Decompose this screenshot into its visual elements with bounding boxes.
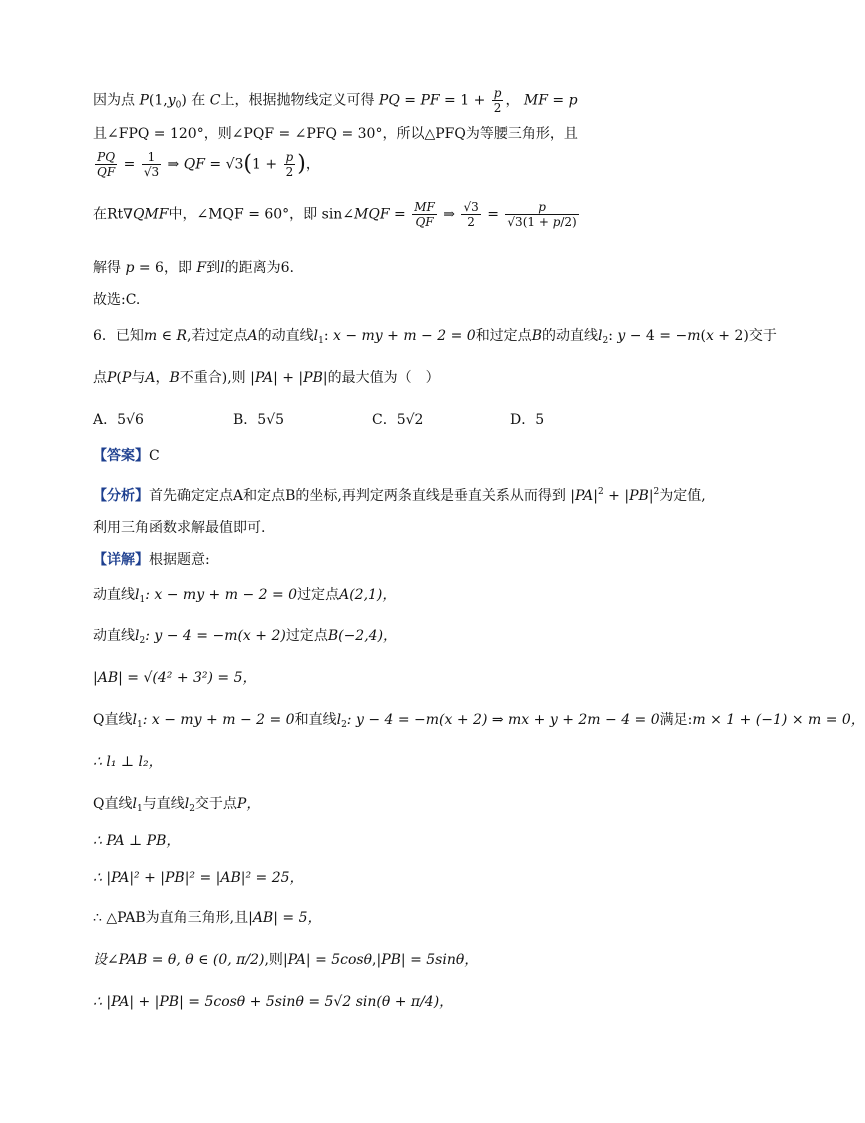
text: 动直线: [93, 587, 135, 603]
text-line: [93, 124, 578, 144]
text: ∴ PA ⊥ PB，: [93, 833, 181, 849]
solution-step: [93, 831, 180, 851]
analysis-tag: 【分析】: [93, 488, 149, 504]
solution-step: Q直线$l_1$: x − my + m − 2 = 0和直线$l_2$: y − 4 = −m(x + 2) ⇒ mx + y + 2m − 4 = 0满足:m × 1 + (−1) × m = 0，: [93, 712, 865, 730]
text: 设∠PAB = θ, θ ∈ (0, π/2): [93, 952, 265, 968]
text: 根据题意:: [149, 552, 210, 568]
text: 与直线: [142, 796, 185, 812]
text: ,: [372, 952, 377, 968]
text: ∴ l₁ ⊥ l₂，: [93, 754, 163, 770]
answer-tag: 【答案】: [93, 448, 149, 464]
text: 在: [191, 92, 206, 109]
text: 的距离为6.: [224, 260, 294, 276]
text: |PB| = 5sinθ，: [376, 952, 479, 968]
text: 与: [131, 370, 146, 386]
text-line: 解得 p = 6，即 F到l的距离为6.: [93, 260, 294, 276]
text: 因为点: [93, 92, 135, 109]
text: ，: [305, 156, 320, 173]
text: : x − my + m − 2 = 0: [142, 712, 295, 728]
text: A．5√6: [93, 412, 144, 428]
text-line: [93, 290, 140, 310]
detail-line: [93, 550, 210, 570]
text: 故选:C.: [93, 292, 141, 308]
text: 且∠FPQ = 120°，则∠PQF = ∠PFQ = 30°，所以△PFQ为等腰三角形，且: [93, 126, 578, 142]
text: A(2,1)，: [339, 587, 397, 603]
text: (: [116, 370, 122, 386]
text: ∴ |PA|² + |PB|² = |AB|² = 25，: [93, 870, 304, 886]
text: 中，∠MQF = 60°，即: [168, 206, 318, 223]
text: 交于点: [194, 796, 237, 812]
text: 为定值,: [659, 488, 706, 504]
question-stem: 6．已知m ∈ R,若过定点A的动直线$l_1$: x − my + m − 2 = 0和过定点B的动直线$l_2$: y − 4 = −m(x + 2)交于: [93, 328, 777, 346]
text: 解得: [93, 260, 121, 276]
text: 点: [93, 370, 107, 386]
solution-step: 动直线$l_1$: x − my + m − 2 = 0过定点A(2,1)，: [93, 587, 397, 605]
option-b: [233, 410, 284, 430]
solution-step: [93, 908, 321, 928]
text: C．5√2: [372, 412, 424, 428]
text: 交于: [748, 328, 777, 344]
equation-line: 在Rt∇QMF中，∠MQF = 60°，即 sin∠MQF = $\frac{MF}{QF}$ ⇒ $\frac{√3}{2}$ = $\frac{p}{√3(1 + p/2)}$: [93, 200, 577, 229]
text: 在Rt: [93, 206, 124, 223]
text: 的最大值为（ ）: [327, 370, 440, 386]
solution-step: [93, 668, 257, 688]
text: 满足:: [659, 712, 693, 728]
text: P，: [236, 796, 261, 812]
text: 上，根据抛物线定义可得: [220, 92, 375, 109]
text: ∴ △PAB为直角三角形,且: [93, 910, 249, 926]
text: : y − 4 = −m(x + 2): [145, 628, 286, 644]
text: 过定点: [297, 587, 340, 603]
text: 首先确定定点A和定点B的坐标,再判定两条直线是垂直关系从而得到: [149, 488, 566, 504]
text: : y − 4 = −m(x + 2) ⇒ mx + y + 2m − 4 = 0: [346, 712, 660, 728]
text: 和过定点: [475, 328, 532, 344]
question-stem: 点P(P与A，B不重合),则 |PA| + |PB|的最大值为（ ）: [93, 370, 440, 386]
text: D．5: [510, 412, 545, 428]
answer-value: C: [149, 448, 160, 464]
solution-step: [93, 992, 453, 1012]
solution-step: 动直线$l_2$: y − 4 = −m(x + 2)过定点B(−2,4)，: [93, 628, 398, 646]
text: ,则: [264, 952, 283, 968]
analysis-line: 【分析】首先确定定点A和定点B的坐标,再判定两条直线是垂直关系从而得到 $|PA|^2 + |PB|^2$为定值,: [93, 487, 706, 504]
solution-step: [93, 950, 478, 970]
text: 的动直线: [541, 328, 598, 344]
option-c: [372, 410, 423, 430]
text: ,若过定点: [187, 328, 248, 344]
text: 利用三角函数求解最值即可.: [93, 520, 266, 536]
text: 到: [206, 260, 221, 276]
text: 不重合),则: [179, 370, 246, 386]
text: B(−2,4)，: [327, 628, 398, 644]
solution-step: [93, 752, 163, 772]
text: ，即: [163, 260, 192, 276]
text-line: 因为点 $P(1,y_0)$ 在 C上，根据抛物线定义可得 PQ = PF = 1 + $\frac{p}{2}$ ， MF = p: [93, 86, 578, 115]
text: Q直线: [93, 796, 133, 812]
solution-step: [93, 868, 304, 888]
option-a: [93, 410, 144, 430]
text: 过定点: [285, 628, 328, 644]
text: 和直线: [294, 712, 337, 728]
text: Q直线: [93, 712, 133, 728]
text: |AB| = √(4² + 3²) = 5，: [93, 670, 257, 686]
text: |PA| = 5cosθ: [282, 952, 373, 968]
text: B．5√5: [233, 412, 285, 428]
text: 的动直线: [257, 328, 314, 344]
equation-line: $\frac{PQ}{QF}$ = $\frac{1}{√3}$ ⇒ QF = √3(1 + $\frac{p}{2}$ )，: [97, 150, 320, 179]
answer-line: [93, 446, 160, 466]
text: |AB| = 5，: [248, 910, 322, 926]
analysis-line: [93, 518, 265, 538]
detail-tag: 【详解】: [93, 552, 149, 568]
text: 6．已知: [93, 328, 144, 344]
text: : x − my + m − 2 = 0: [145, 587, 298, 603]
option-d: [510, 410, 544, 430]
text: ∴ |PA| + |PB| = 5cosθ + 5sinθ = 5√2 sin(θ + π/4)，: [93, 994, 454, 1010]
solution-step: Q直线$l_1$与直线$l_2$交于点P，: [93, 796, 261, 814]
text: m × 1 + (−1) × m = 0，: [692, 712, 865, 728]
text: 动直线: [93, 628, 135, 644]
